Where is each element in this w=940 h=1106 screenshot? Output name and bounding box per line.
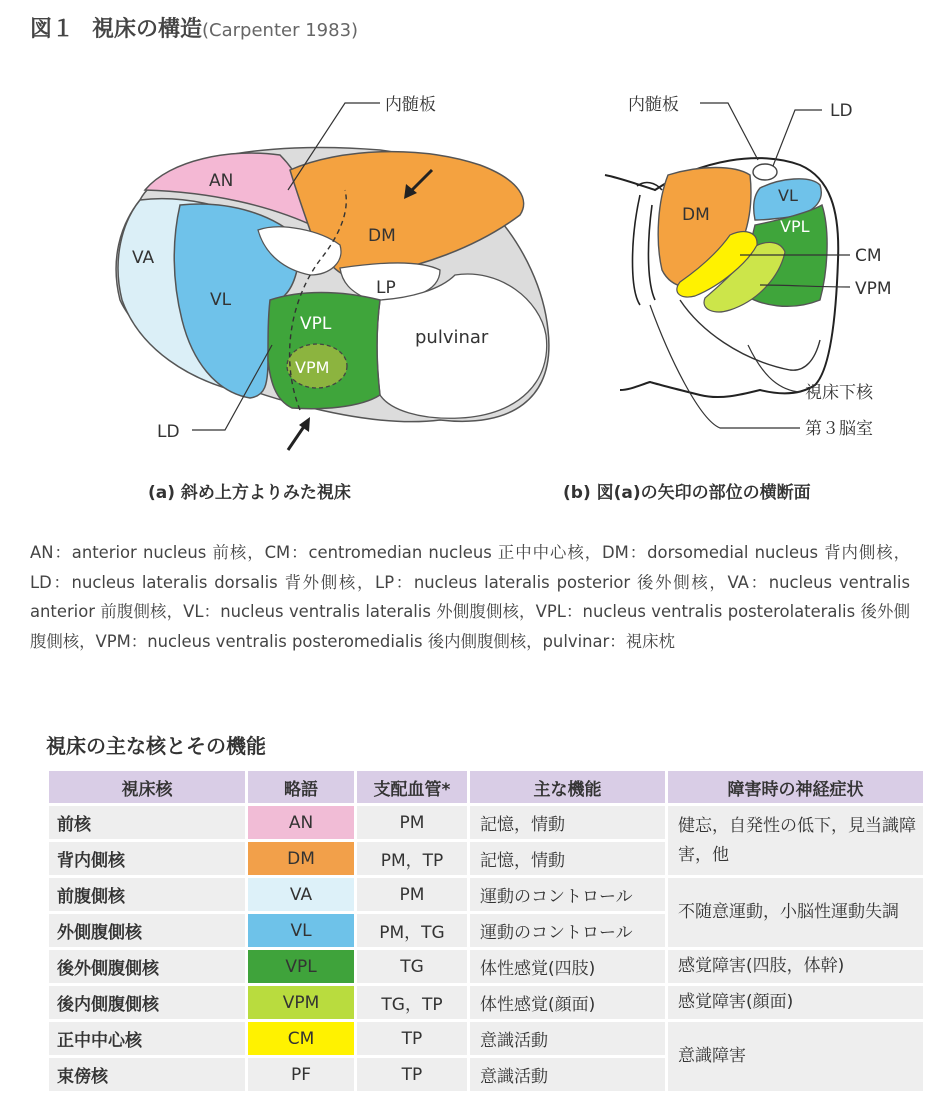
label-pulvinar: pulvinar: [415, 327, 489, 348]
figure-title: [30, 12, 358, 43]
label-lp: LP: [376, 278, 396, 298]
label-vpm-b: VPM: [855, 279, 892, 299]
nucleus-abbr: AN: [248, 806, 354, 839]
inner-contour: [680, 300, 820, 370]
symptom-consciousness: 意識障害: [668, 1022, 923, 1091]
label-dm-a: DM: [368, 226, 396, 246]
nucleus-vessel: TG: [357, 950, 467, 983]
nucleus-function: 体性感覚(顔面): [470, 986, 665, 1019]
nucleus-abbr: VL: [248, 914, 354, 947]
table-row: [49, 950, 923, 983]
nucleus-abbr: PF: [248, 1058, 354, 1091]
label-vpl-a: VPL: [300, 314, 332, 334]
nucleus-name: 外側腹側核: [49, 914, 245, 947]
label-vpl-b: VPL: [780, 217, 810, 236]
nucleus-function: 記憶，情動: [470, 842, 665, 875]
symptom-sensory-limbs: 感覚障害(四肢，体幹): [668, 950, 923, 983]
nucleus-vessel: TP: [357, 1022, 467, 1055]
nucleus-function: 体性感覚(四肢): [470, 950, 665, 983]
caption-a: (a) 斜め上方よりみた視床: [148, 483, 351, 503]
label-vl-b: VL: [778, 186, 798, 205]
header-function: 主な機能: [470, 771, 665, 803]
table-row: [49, 806, 923, 839]
nucleus-name: 後外側腹側核: [49, 950, 245, 983]
nucleus-function: 運動のコントロール: [470, 878, 665, 911]
nucleus-abbr: DM: [248, 842, 354, 875]
nucleus-abbr: VA: [248, 878, 354, 911]
symptom-memory: 健忘，自発性の低下，見当識障害，他: [668, 806, 923, 875]
header-abbr: 略語: [248, 771, 354, 803]
nucleus-abbr: VPL: [248, 950, 354, 983]
nucleus-vessel: PM: [357, 878, 467, 911]
label-internal-lamina-a: 内髄板: [385, 95, 436, 115]
label-ld-b: LD: [830, 101, 853, 121]
nucleus-vessel: TG，TP: [357, 986, 467, 1019]
diagram-b: [605, 95, 892, 439]
arrow-lower: [288, 417, 310, 450]
label-vl-a: VL: [210, 290, 232, 310]
nucleus-vessel: TP: [357, 1058, 467, 1091]
header-vessel: 支配血管*: [357, 771, 467, 803]
nuclei-table: [46, 768, 926, 1094]
header-nucleus: 視床核: [49, 771, 245, 803]
nucleus-function: 運動のコントロール: [470, 914, 665, 947]
label-an: AN: [209, 171, 234, 191]
symptom-sensory-face: 感覚障害(顔面): [668, 986, 923, 1019]
table-title: 視床の主な核とその機能: [46, 734, 266, 758]
nucleus-function: 記憶，情動: [470, 806, 665, 839]
table-row: [49, 986, 923, 1019]
thalamus-diagrams: [0, 60, 940, 510]
label-internal-lamina-b: 内髄板: [628, 95, 679, 115]
abbreviation-legend: AN：anterior nucleus 前核，CM：centromedian nucleus 正中中心核，DM：dorsomedial nucleus 背内側核，LD：nucleus lateralis dorsalis 背外側核，LP：nucleus lateralis posterior 後外側核，VA：nucleus ventralis anterior 前腹側核，VL：nucleus ventralis lateralis 外側腹側核，VPL：nucleus ventralis posterolateralis 後外側腹側核，VPM：nucleus ventralis posteromedialis 後内側腹側核，pulvinar：視床枕: [30, 543, 910, 651]
table-row: [49, 878, 923, 911]
label-ld-a: LD: [157, 422, 180, 442]
caption-b: (b) 図(a)の矢印の部位の横断面: [563, 483, 811, 503]
table-row: [49, 1022, 923, 1055]
internal-lamina-leader-b: [700, 103, 758, 160]
nucleus-abbr: CM: [248, 1022, 354, 1055]
nucleus-name: 背内側核: [49, 842, 245, 875]
nucleus-function: 意識活動: [470, 1022, 665, 1055]
figure-citation: (Carpenter 1983): [202, 20, 359, 41]
ventricle-wall: [633, 195, 656, 305]
nucleus-name: 前核: [49, 806, 245, 839]
ld-leader-b: [773, 110, 822, 166]
nucleus-function: 意識活動: [470, 1058, 665, 1091]
symptom-motor: 不随意運動，小脳性運動失調: [668, 878, 923, 947]
nucleus-name: 前腹側核: [49, 878, 245, 911]
label-dm-b: DM: [682, 205, 710, 225]
header-symptoms: 障害時の神経症状: [668, 771, 923, 803]
label-vpm-a: VPM: [295, 358, 330, 377]
nucleus-vessel: PM，TP: [357, 842, 467, 875]
nucleus-name: 後内側腹側核: [49, 986, 245, 1019]
figure-number: 図１: [30, 17, 75, 42]
figure-title-text: 視床の構造: [92, 17, 203, 42]
table-header-row: [49, 771, 923, 803]
label-subthalamic: 視床下核: [805, 383, 873, 403]
diagram-a: [116, 95, 549, 450]
label-va: VA: [132, 248, 155, 268]
nucleus-name: 束傍核: [49, 1058, 245, 1091]
nucleus-name: 正中中心核: [49, 1022, 245, 1055]
ld-section: [753, 164, 777, 180]
label-third-ventricle: 第３脳室: [805, 419, 873, 439]
nucleus-vessel: PM: [357, 806, 467, 839]
label-cm: CM: [855, 246, 882, 266]
subthalamic-leader: [748, 345, 800, 392]
nucleus-abbr: VPM: [248, 986, 354, 1019]
nucleus-vessel: PM，TG: [357, 914, 467, 947]
